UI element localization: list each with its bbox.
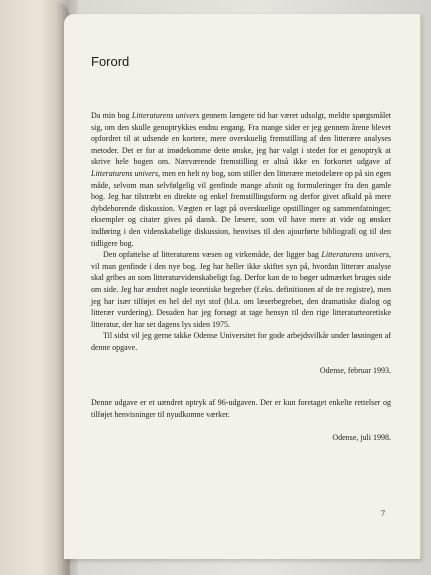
text-run: Da min bog: [91, 111, 132, 120]
page-number: 7: [381, 509, 385, 518]
text-run: Til sidst vil jeg gerne takke Odense Universitet for gode arbejdsvilkår under løsningen af denne opgave.: [91, 331, 391, 352]
paragraph-3: [91, 330, 391, 353]
text-run: Den opfattelse af litteraturens væsen og virkemåde, der ligger bag: [103, 250, 322, 260]
italic-book-title: Litteraturens univers: [131, 111, 200, 120]
book-page: [64, 14, 420, 559]
signature-1993: Odense, februar 1993.: [319, 366, 391, 376]
text-run: , vil man genfinde i den nye bog. Jeg har heller ikke skiftet syn på, hvordan litterær analyse skal gribes an som litteraturvidenskabeligt fag. Derfor kan de to bøger udmærket bruges side om side. Jeg har ændret nogle teoretiske begreber (f.eks. definitionen af de tre registre), men jeg har især tilføjet en hel del nyt stof (bl.a. om læserbegrebet, den dramatiske dialog og litterær vurdering). Desuden har jeg forsøgt at tage hensyn til den rige litteraturteoretiske litteratur, der har set dagens lys siden 1975.: [91, 250, 391, 329]
page-title: Forord: [91, 54, 130, 69]
preface-body: [91, 110, 391, 444]
italic-book-title: Litteraturens univers: [91, 168, 159, 178]
text-run: gennem længere tid har været udsolgt, meldte spørgsmålet sig, om den skulle genoptrykkes endnu engang. Fra mange sider er jeg gennem årene blevet opfordret til at udsende en kortere, mere overskuelig fremstilling af den litterære analyses metoder. Det er for at imødekomme dette ønske, jeg har valgt i stedet for et genoptryk at skrive hele bogen om. Nærværende fremstilling er altså ikke en forkortet udgave af: [91, 111, 391, 167]
text-run: , men en helt ny bog, som stiller den litterære metodelære op på sin egen måde, selvom man selvfølgelig vil genfinde mange afsnit og formuleringer fra den gamle bog. Jeg har tilstræbt en direkte og enkel fremstillingsform og derfor givet afkald på mere dybdeborende diskussion. Vægten er lagt på overskuelige opstillinger og sammenfatninger; eksempler og citater gives på dansk. De læsere, som vil have mere at vide og ønsker indføring i den videnskabelige diskussion, henvises til den ajourførte bibliografi og til den tidligere bog.: [91, 168, 391, 248]
paragraph-1: [91, 110, 391, 249]
reprint-note: Denne udgave er et uændret optryk af 96-udgaven. Der er kun foretaget enkelte rettelser og tilføjet henvisninger til nyudkomne værker.: [91, 398, 391, 419]
signature-1998: Odense, juli 1998.: [332, 433, 391, 443]
paragraph-2: [91, 249, 391, 330]
italic-book-title: Litteraturens univers: [321, 250, 389, 260]
